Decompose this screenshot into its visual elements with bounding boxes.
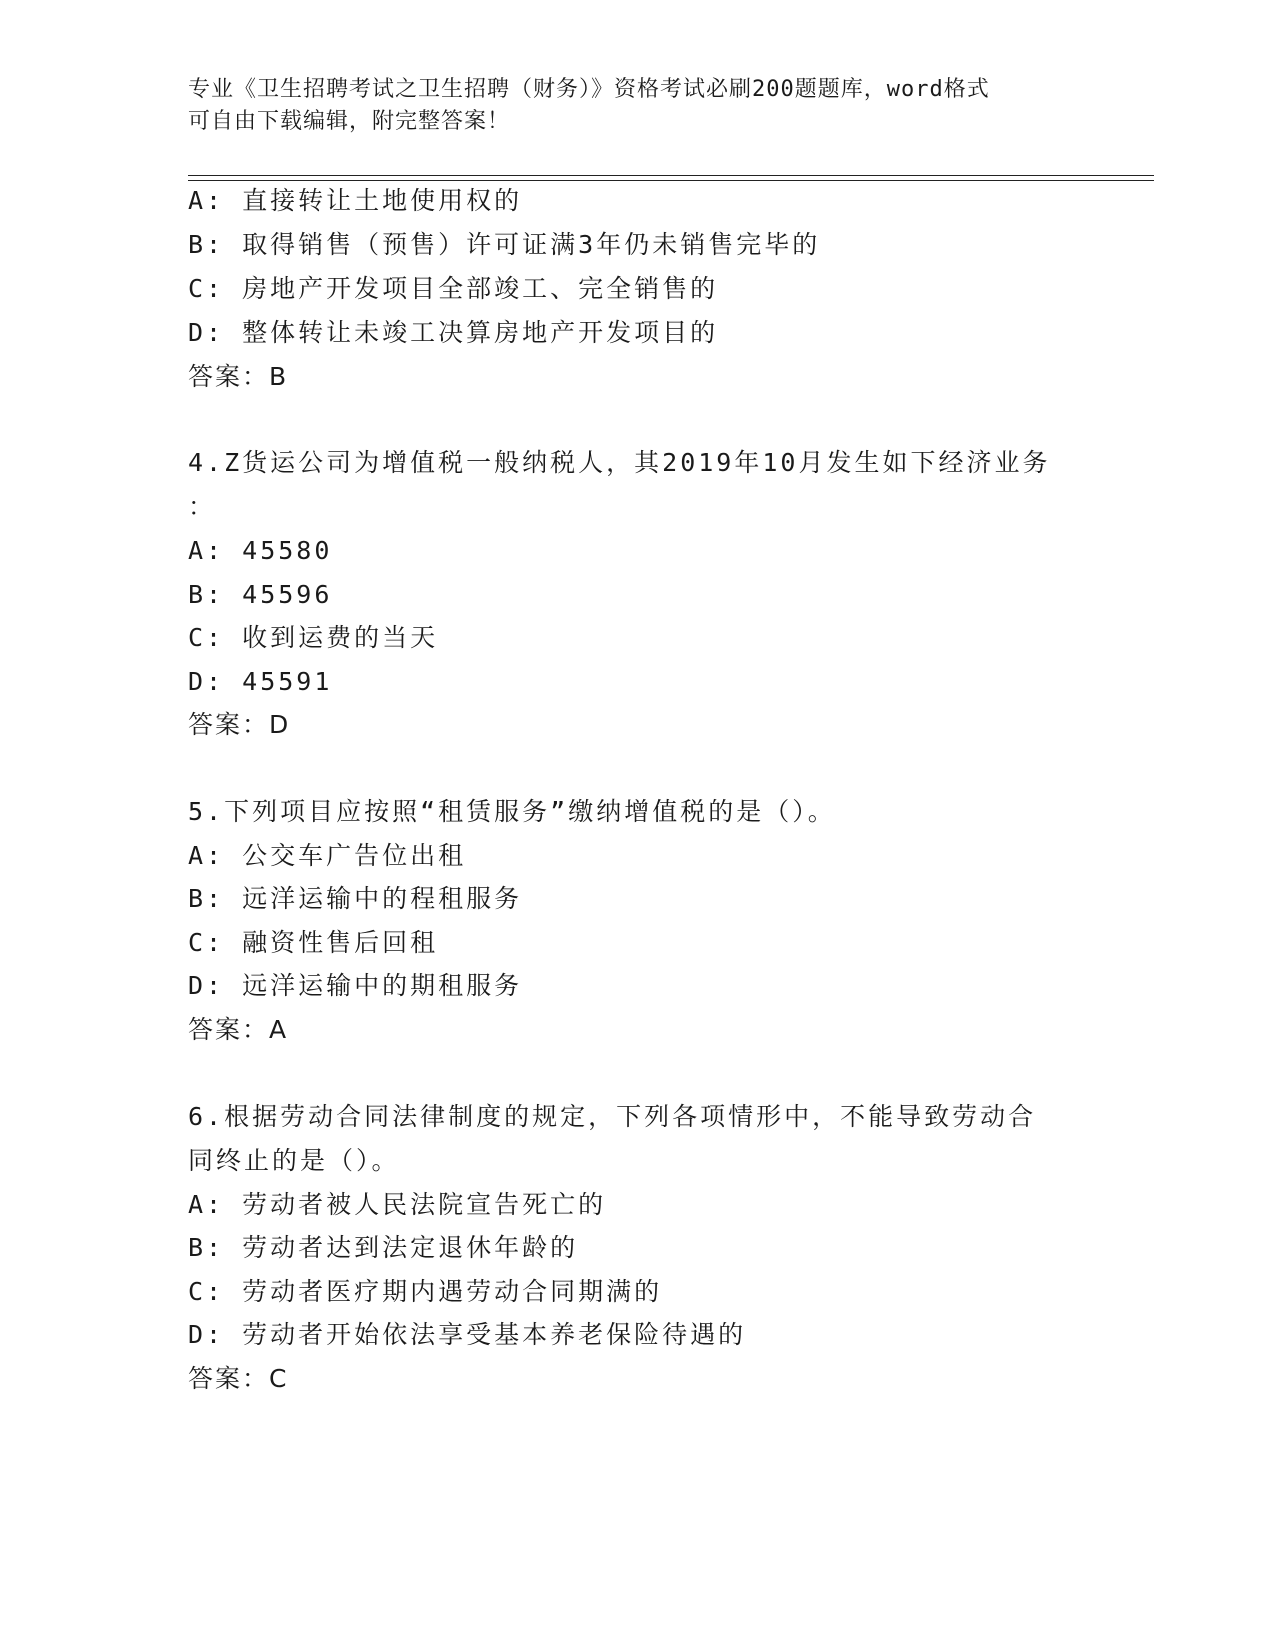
header-line-2: 可自由下载编辑，附完整答案！ — [188, 109, 511, 134]
q5-stem: 5.下列项目应按照“租赁服务”缴纳增值税的是（）。 — [188, 797, 836, 826]
q6-option-d: D: 劳动者开始依法享受基本养老保险待遇的 — [188, 1320, 747, 1349]
q3-option-a: A: 直接转让土地使用权的 — [188, 186, 523, 215]
q6-stem-line-1: 6.根据劳动合同法律制度的规定，下列各项情形中，不能导致劳动合 — [188, 1102, 1037, 1131]
q6-option-a: A: 劳动者被人民法院宣告死亡的 — [188, 1190, 607, 1219]
q5-option-a: A: 公交车广告位出租 — [188, 841, 467, 870]
q4-option-b: B: 45596 — [188, 580, 333, 609]
header-line-1: 专业《卫生招聘考试之卫生招聘（财务）》资格考试必刷200题题库，word格式 — [188, 77, 990, 102]
q4-answer: 答案：D — [188, 710, 291, 739]
q3-option-c: C: 房地产开发项目全部竣工、完全销售的 — [188, 274, 719, 303]
q6-option-b: B: 劳动者达到法定退休年龄的 — [188, 1233, 579, 1262]
q4-option-d: D: 45591 — [188, 667, 333, 696]
header-divider-bottom — [188, 180, 1154, 181]
q4-stem-line-2: ： — [188, 492, 217, 521]
q3-option-b: B: 取得销售（预售）许可证满3年仍未销售完毕的 — [188, 230, 821, 259]
q4-option-a: A: 45580 — [188, 536, 333, 565]
q5-answer: 答案：A — [188, 1015, 289, 1044]
q5-option-b: B: 远洋运输中的程租服务 — [188, 884, 523, 913]
q3-option-d: D: 整体转让未竣工决算房地产开发项目的 — [188, 318, 719, 347]
q6-option-c: C: 劳动者医疗期内遇劳动合同期满的 — [188, 1277, 663, 1306]
q4-stem-line-1: 4.Z货运公司为增值税一般纳税人，其2019年10月发生如下经济业务 — [188, 448, 1051, 477]
q4-option-c: C: 收到运费的当天 — [188, 623, 439, 652]
q5-option-d: D: 远洋运输中的期租服务 — [188, 971, 523, 1000]
q5-option-c: C: 融资性售后回租 — [188, 928, 439, 957]
q3-answer: 答案：B — [188, 362, 289, 391]
document-header — [188, 74, 1088, 138]
header-divider-top — [188, 175, 1154, 176]
q6-answer: 答案：C — [188, 1364, 289, 1393]
q6-stem-line-2: 同终止的是（）。 — [188, 1146, 400, 1175]
